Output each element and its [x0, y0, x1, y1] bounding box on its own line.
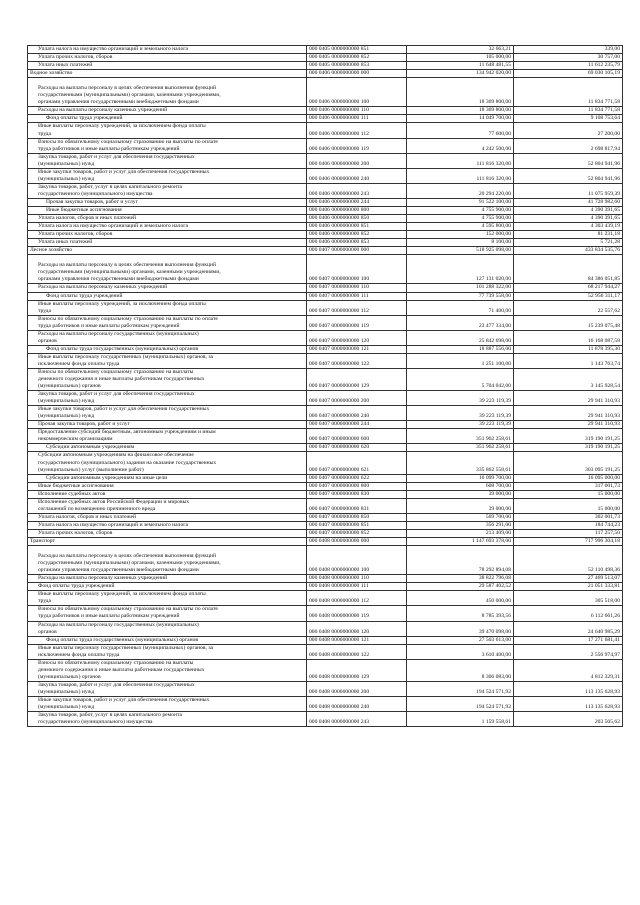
row-code-cell: 000 0406 0000000000 119 — [307, 138, 407, 153]
table-row — [28, 406, 623, 421]
table-body — [28, 46, 623, 727]
row-code-cell: 000 0407 0000000000 620 — [307, 444, 407, 452]
table-row — [28, 538, 623, 546]
row-plan-cell: 356 291,00 — [407, 521, 514, 529]
row-fact-cell: 81 231,18 — [514, 231, 623, 239]
row-fact-cell: 113 135 628,93 — [514, 696, 623, 711]
table-row — [28, 198, 623, 206]
row-plan-cell: 1 159 558,61 — [407, 712, 514, 727]
row-name-cell: Иные закупки товаров, работ и услуг для обеспечения государственных (муниципальных) нужд — [28, 696, 307, 711]
table-row — [28, 292, 623, 300]
row-fact-cell: 16 095 000,00 — [514, 474, 623, 482]
row-name-cell: Закупка товаров, работ и услуг для обеспечения государственных (муниципальных) нужд — [28, 391, 307, 406]
row-code-cell: 000 0407 0000000000 110 — [307, 284, 407, 292]
row-code-cell: 000 0405 0000000000 852 — [307, 54, 407, 62]
row-code-cell: 000 0407 0000000000 240 — [307, 406, 407, 421]
row-plan-cell: 450 000,00 — [407, 591, 514, 606]
row-name-cell: Прочая закупка товаров, работ и услуг — [28, 421, 307, 429]
row-code-cell: 000 0407 0000000000 800 — [307, 482, 407, 490]
table-row — [28, 239, 623, 247]
row-name-cell: Фонд оплаты труда учреждений — [28, 583, 307, 591]
budget-execution-table — [27, 45, 623, 727]
row-code-cell: 000 0408 0000000000 243 — [307, 712, 407, 727]
row-name-cell: Уплата налогов, сборов и иных платежей — [28, 215, 307, 223]
table-row — [28, 168, 623, 183]
row-code-cell: 000 0407 0000000000 111 — [307, 292, 407, 300]
row-code-cell: 000 0406 0000000000 100 — [307, 78, 407, 107]
table-row — [28, 183, 623, 198]
row-code-cell: 000 0407 0000000000 851 — [307, 521, 407, 529]
row-fact-cell: 27 469 513,07 — [514, 575, 623, 583]
table-row — [28, 681, 623, 696]
table-row — [28, 345, 623, 353]
row-name-cell: Расходы на выплаты персоналу казенных учреждений — [28, 284, 307, 292]
row-fact-cell: 2 556 974,97 — [514, 644, 623, 659]
row-name-cell: Расходы на выплаты персоналу в целях обеспечения выполнения функций государственными (муниципальными) органами, казенными учреждениями, органами управления государственными внебюджетными фондами — [28, 255, 307, 284]
row-plan-cell: 18 369 800,00 — [407, 107, 514, 115]
row-code-cell: 000 0407 0000000000 120 — [307, 330, 407, 345]
table-row — [28, 138, 623, 153]
row-name-cell: Фонд оплаты труда государственных (муниципальных) органов — [28, 345, 307, 353]
row-plan-cell: 14 049 700,00 — [407, 115, 514, 123]
row-name-cell: Исполнение судебных актов Российской Федерации и мировых соглашений по возмещению причиненного вреда — [28, 498, 307, 513]
row-name-cell: Закупка товаров, работ, услуг в целях капитального ремонта государственного (муниципального) имущества — [28, 712, 307, 727]
row-plan-cell: 38 822 796,08 — [407, 575, 514, 583]
row-plan-cell: 39 223 119,39 — [407, 421, 514, 429]
row-name-cell: Уплата иных платежей — [28, 239, 307, 247]
row-plan-cell: 25 842 698,00 — [407, 330, 514, 345]
row-code-cell: 000 0406 0000000000 000 — [307, 70, 407, 78]
row-code-cell: 000 0407 0000000000 112 — [307, 300, 407, 315]
table-row — [28, 353, 623, 368]
row-fact-cell: 203 505,62 — [514, 712, 623, 727]
row-plan-cell: 3 610 400,00 — [407, 644, 514, 659]
table-row — [28, 421, 623, 429]
row-fact-cell: 15 000,00 — [514, 490, 623, 498]
row-name-cell: Иные выплаты персоналу государственных (муниципальных) органов, за исключением фонда оплаты труда — [28, 353, 307, 368]
table-row — [28, 247, 623, 255]
row-fact-cell: 717 996 304,18 — [514, 538, 623, 546]
table-row — [28, 391, 623, 406]
row-name-cell: Расходы на выплаты персоналу казенных учреждений — [28, 107, 307, 115]
row-plan-cell: 4 755 900,00 — [407, 215, 514, 223]
table-row — [28, 46, 623, 54]
row-fact-cell: 15 239 075,48 — [514, 315, 623, 330]
row-code-cell: 000 0407 0000000000 621 — [307, 452, 407, 474]
table-row — [28, 429, 623, 444]
row-plan-cell: 194 524 571,92 — [407, 696, 514, 711]
row-plan-cell: 23 477 334,00 — [407, 315, 514, 330]
row-plan-cell: 4 595 800,00 — [407, 223, 514, 231]
row-fact-cell: 2 698 817,94 — [514, 138, 623, 153]
row-code-cell: 000 0407 0000000000 830 — [307, 490, 407, 498]
table-row — [28, 490, 623, 498]
row-code-cell: 000 0407 0000000000 200 — [307, 391, 407, 406]
table-row — [28, 123, 623, 138]
row-fact-cell: 24 640 985,29 — [514, 621, 623, 636]
row-code-cell: 000 0408 0000000000 122 — [307, 644, 407, 659]
row-fact-cell: 11 834 771,58 — [514, 78, 623, 107]
row-name-cell: Расходы на выплаты персоналу государственных (муниципальных) органов — [28, 621, 307, 636]
row-name-cell: Взносы по обязательному социальному страхованию на выплаты по оплате труда работников и иные выплаты работникам учреждений — [28, 315, 307, 330]
row-code-cell: 000 0408 0000000000 000 — [307, 538, 407, 546]
table-row — [28, 546, 623, 575]
row-plan-cell: 152 000,00 — [407, 231, 514, 239]
table-row — [28, 644, 623, 659]
row-name-cell: Взносы по обязательному социальному страхованию на выплаты денежного содержания и иные выплаты работникам государственных (муниципальных) органов — [28, 659, 307, 681]
row-plan-cell: 127 131 020,00 — [407, 255, 514, 284]
row-name-cell: Иные выплаты персоналу учреждений, за исключением фонда оплаты труда — [28, 300, 307, 315]
row-name-cell: Взносы по обязательному социальному страхованию на выплаты по оплате труда работников и иные выплаты работникам учреждений — [28, 138, 307, 153]
row-plan-cell: 134 942 020,00 — [407, 70, 514, 78]
row-plan-cell: 77 739 558,00 — [407, 292, 514, 300]
row-code-cell: 000 0407 0000000000 244 — [307, 421, 407, 429]
row-code-cell: 000 0407 0000000000 831 — [307, 498, 407, 513]
row-name-cell: Транспорт — [28, 538, 307, 546]
row-fact-cell: 21 051 333,81 — [514, 583, 623, 591]
row-name-cell: Расходы на выплаты персоналу государственных (муниципальных) органов — [28, 330, 307, 345]
row-code-cell: 000 0407 0000000000 119 — [307, 315, 407, 330]
row-name-cell: Иные выплаты персоналу государственных (муниципальных) органов, за исключением фонда оплаты труда — [28, 644, 307, 659]
row-fact-cell: 3 145 928,54 — [514, 368, 623, 390]
row-plan-cell: 111 816 320,00 — [407, 153, 514, 168]
row-fact-cell: 41 728 982,60 — [514, 198, 623, 206]
row-code-cell: 000 0408 0000000000 240 — [307, 696, 407, 711]
row-plan-cell: 78 292 894,08 — [407, 546, 514, 575]
row-name-cell: Лесное хозяйство — [28, 247, 307, 255]
row-code-cell: 000 0408 0000000000 129 — [307, 659, 407, 681]
row-fact-cell: 52 956 311,17 — [514, 292, 623, 300]
row-name-cell: Предоставление субсидий бюджетным, автономным учреждениям и иным некоммерческим организациям — [28, 429, 307, 444]
row-plan-cell: 213 409,00 — [407, 529, 514, 537]
row-code-cell: 000 0406 0000000000 800 — [307, 206, 407, 214]
table-row — [28, 315, 623, 330]
table-row — [28, 62, 623, 70]
row-code-cell: 000 0406 0000000000 112 — [307, 123, 407, 138]
row-code-cell: 000 0405 0000000000 851 — [307, 46, 407, 54]
row-fact-cell: 22 557,62 — [514, 300, 623, 315]
row-plan-cell: 608 700,00 — [407, 482, 514, 490]
table-row — [28, 300, 623, 315]
row-plan-cell: 8 306 083,00 — [407, 659, 514, 681]
row-code-cell: 000 0408 0000000000 121 — [307, 636, 407, 644]
row-name-cell: Уплата налога на имущество организаций и земельного налога — [28, 223, 307, 231]
row-name-cell: Расходы на выплаты персоналу в целях обеспечения выполнения функций государственными (муниципальными) органами, казенными учреждениями, органами управления государственными внебюджетными фондами — [28, 78, 307, 107]
row-fact-cell: 5 721,28 — [514, 239, 623, 247]
row-plan-cell: 39 000,00 — [407, 490, 514, 498]
row-name-cell: Фонд оплаты труда учреждений — [28, 292, 307, 300]
table-row — [28, 215, 623, 223]
row-code-cell: 000 0406 0000000000 240 — [307, 168, 407, 183]
row-fact-cell: 319 190 191,25 — [514, 429, 623, 444]
row-code-cell: 000 0408 0000000000 120 — [307, 621, 407, 636]
table-row — [28, 255, 623, 284]
row-fact-cell: 302 001,73 — [514, 513, 623, 521]
row-fact-cell: 84 386 051,85 — [514, 255, 623, 284]
row-fact-cell: 11 612 235,79 — [514, 62, 623, 70]
row-name-cell: Уплата налога на имущество организаций и земельного налога — [28, 46, 307, 54]
table-row — [28, 712, 623, 727]
row-plan-cell: 18 887 556,00 — [407, 345, 514, 353]
row-name-cell: Уплата налогов, сборов и иных платежей — [28, 513, 307, 521]
row-code-cell: 000 0408 0000000000 111 — [307, 583, 407, 591]
row-name-cell: Иные бюджетные ассигнования — [28, 482, 307, 490]
row-code-cell: 000 0406 0000000000 200 — [307, 153, 407, 168]
row-plan-cell: 32 663,21 — [407, 46, 514, 54]
row-code-cell: 000 0407 0000000000 122 — [307, 353, 407, 368]
table-row — [28, 482, 623, 490]
row-code-cell: 000 0406 0000000000 853 — [307, 239, 407, 247]
row-fact-cell: 4 303 439,19 — [514, 223, 623, 231]
row-name-cell: Взносы по обязательному социальному страхованию на выплаты денежного содержания и иные выплаты работникам государственных (муниципальных) органов — [28, 368, 307, 390]
row-fact-cell: 29 941 310,93 — [514, 421, 623, 429]
row-plan-cell: 8 785 393,56 — [407, 606, 514, 621]
row-plan-cell: 39 223 119,39 — [407, 391, 514, 406]
row-plan-cell: 4 755 900,00 — [407, 206, 514, 214]
row-fact-cell: 29 941 310,93 — [514, 391, 623, 406]
row-code-cell: 000 0406 0000000000 110 — [307, 107, 407, 115]
row-name-cell: Закупка товаров, работ, услуг в целях капитального ремонта государственного (муниципального) имущества — [28, 183, 307, 198]
row-fact-cell: 4 812 329,31 — [514, 659, 623, 681]
row-plan-cell: 1 147 693 378,00 — [407, 538, 514, 546]
row-code-cell: 000 0407 0000000000 100 — [307, 255, 407, 284]
row-name-cell: Иные бюджетные ассигнования — [28, 206, 307, 214]
row-code-cell: 000 0407 0000000000 600 — [307, 429, 407, 444]
row-name-cell: Иные закупки товаров, работ и услуг для обеспечения государственных (муниципальных) нужд — [28, 406, 307, 421]
table-row — [28, 583, 623, 591]
row-name-cell: Водное хозяйство — [28, 70, 307, 78]
table-row — [28, 330, 623, 345]
table-row — [28, 529, 623, 537]
row-plan-cell: 1 251 100,00 — [407, 353, 514, 368]
row-plan-cell: 29 587 402,52 — [407, 583, 514, 591]
table-row — [28, 115, 623, 123]
row-code-cell: 000 0407 0000000000 622 — [307, 474, 407, 482]
row-plan-cell: 194 524 571,92 — [407, 681, 514, 696]
row-fact-cell: 433 834 535,76 — [514, 247, 623, 255]
row-plan-cell: 8 100,00 — [407, 239, 514, 247]
row-plan-cell: 71 400,00 — [407, 300, 514, 315]
row-fact-cell: 11 075 959,39 — [514, 183, 623, 198]
row-plan-cell: 27 503 613,00 — [407, 636, 514, 644]
row-name-cell: Уплата прочих налогов, сборов — [28, 231, 307, 239]
row-name-cell: Взносы по обязательному социальному страхованию на выплаты по оплате труда работников и иные выплаты работникам учреждений — [28, 606, 307, 621]
row-fact-cell: 6 112 661,26 — [514, 606, 623, 621]
table-row — [28, 223, 623, 231]
row-code-cell: 000 0407 0000000000 850 — [307, 513, 407, 521]
table-row — [28, 368, 623, 390]
row-name-cell: Субсидии автономным учреждениям — [28, 444, 307, 452]
row-fact-cell: 113 135 628,93 — [514, 681, 623, 696]
table-row — [28, 54, 623, 62]
table-row — [28, 659, 623, 681]
row-fact-cell: 69 030 105,19 — [514, 70, 623, 78]
table-row — [28, 498, 623, 513]
row-name-cell: Уплата налога на имущество организаций и земельного налога — [28, 521, 307, 529]
row-fact-cell: 17 271 681,41 — [514, 636, 623, 644]
row-plan-cell: 351 962 258,61 — [407, 444, 514, 452]
row-code-cell: 000 0408 0000000000 119 — [307, 606, 407, 621]
row-plan-cell: 20 294 220,00 — [407, 183, 514, 198]
row-code-cell: 000 0406 0000000000 243 — [307, 183, 407, 198]
row-fact-cell: 305 518,00 — [514, 591, 623, 606]
row-code-cell: 000 0407 0000000000 129 — [307, 368, 407, 390]
row-code-cell: 000 0406 0000000000 244 — [307, 198, 407, 206]
row-plan-cell: 351 962 258,61 — [407, 429, 514, 444]
row-plan-cell: 77 600,00 — [407, 123, 514, 138]
table-row — [28, 78, 623, 107]
row-name-cell: Расходы на выплаты персоналу казенных учреждений — [28, 575, 307, 583]
table-row — [28, 474, 623, 482]
row-fact-cell: 68 217 944,27 — [514, 284, 623, 292]
row-name-cell: Субсидии автономным учреждениям на иные цели — [28, 474, 307, 482]
row-plan-cell: 39 470 098,00 — [407, 621, 514, 636]
row-plan-cell: 16 099 700,00 — [407, 474, 514, 482]
row-name-cell: Иные закупки товаров, работ и услуг для обеспечения государственных (муниципальных) нужд — [28, 168, 307, 183]
row-fact-cell: 9 108 753,64 — [514, 115, 623, 123]
row-code-cell: 000 0408 0000000000 100 — [307, 546, 407, 575]
table-row — [28, 606, 623, 621]
row-fact-cell: 27 200,00 — [514, 123, 623, 138]
row-fact-cell: 15 000,00 — [514, 498, 623, 513]
row-plan-cell: 4 242 500,00 — [407, 138, 514, 153]
row-code-cell: 000 0408 0000000000 110 — [307, 575, 407, 583]
row-name-cell: Иные выплаты персоналу учреждений, за исключением фонда оплаты труда — [28, 591, 307, 606]
row-fact-cell: 339,00 — [514, 46, 623, 54]
row-plan-cell: 11 648 481,55 — [407, 62, 514, 70]
row-fact-cell: 52 110 498,36 — [514, 546, 623, 575]
row-fact-cell: 11 878 395,30 — [514, 345, 623, 353]
row-fact-cell: 4 390 391,65 — [514, 206, 623, 214]
row-name-cell: Уплата прочих налогов, сборов — [28, 54, 307, 62]
table-row — [28, 70, 623, 78]
row-code-cell: 000 0408 0000000000 200 — [307, 681, 407, 696]
row-plan-cell: 518 925 098,00 — [407, 247, 514, 255]
row-code-cell: 000 0407 0000000000 852 — [307, 529, 407, 537]
table-row — [28, 513, 623, 521]
row-code-cell: 000 0405 0000000000 853 — [307, 62, 407, 70]
row-plan-cell: 105 000,00 — [407, 54, 514, 62]
table-row — [28, 107, 623, 115]
row-code-cell: 000 0406 0000000000 850 — [307, 215, 407, 223]
table-row — [28, 284, 623, 292]
row-plan-cell: 101 288 322,00 — [407, 284, 514, 292]
table-row — [28, 521, 623, 529]
row-name-cell: Исполнение судебных актов — [28, 490, 307, 498]
table-row — [28, 636, 623, 644]
row-plan-cell: 569 700,00 — [407, 513, 514, 521]
row-code-cell: 000 0407 0000000000 000 — [307, 247, 407, 255]
table-row — [28, 696, 623, 711]
row-name-cell: Субсидии автономным учреждениям на финансовое обеспечение государственного (муниципального) задания на оказание государственных (муниципальных) услуг (выполнение работ) — [28, 452, 307, 474]
table-row — [28, 591, 623, 606]
row-name-cell: Закупка товаров, работ и услуг для обеспечения государственных (муниципальных) нужд — [28, 153, 307, 168]
row-fact-cell: 184 744,23 — [514, 521, 623, 529]
row-fact-cell: 52 804 941,96 — [514, 168, 623, 183]
row-name-cell: Прочая закупка товаров, работ и услуг — [28, 198, 307, 206]
row-code-cell: 000 0406 0000000000 852 — [307, 231, 407, 239]
row-plan-cell: 39 000,00 — [407, 498, 514, 513]
row-plan-cell: 91 522 100,00 — [407, 198, 514, 206]
row-fact-cell: 4 390 391,65 — [514, 215, 623, 223]
row-fact-cell: 303 095 191,25 — [514, 452, 623, 474]
table-row — [28, 444, 623, 452]
row-plan-cell: 111 816 320,00 — [407, 168, 514, 183]
table-row — [28, 452, 623, 474]
row-code-cell: 000 0408 0000000000 112 — [307, 591, 407, 606]
row-name-cell: Уплата иных платежей — [28, 62, 307, 70]
row-plan-cell: 39 223 119,39 — [407, 406, 514, 421]
row-plan-cell: 18 369 800,00 — [407, 78, 514, 107]
row-fact-cell: 317 001,73 — [514, 482, 623, 490]
row-fact-cell: 30 757,00 — [514, 54, 623, 62]
row-code-cell: 000 0407 0000000000 121 — [307, 345, 407, 353]
table-row — [28, 206, 623, 214]
table-row — [28, 621, 623, 636]
row-name-cell: Фонд оплаты труда учреждений — [28, 115, 307, 123]
row-name-cell: Расходы на выплаты персоналу в целях обеспечения выполнения функций государственными (муниципальными) органами, казенными учреждениями, органами управления государственными внебюджетными фондами — [28, 546, 307, 575]
row-name-cell: Закупка товаров, работ и услуг для обеспечения государственных (муниципальных) нужд — [28, 681, 307, 696]
row-fact-cell: 52 804 941,96 — [514, 153, 623, 168]
row-plan-cell: 5 704 042,00 — [407, 368, 514, 390]
row-name-cell: Иные выплаты персоналу учреждений, за исключением фонда оплаты труда — [28, 123, 307, 138]
row-fact-cell: 11 834 771,58 — [514, 107, 623, 115]
row-fact-cell: 16 168 087,58 — [514, 330, 623, 345]
row-fact-cell: 29 941 310,93 — [514, 406, 623, 421]
table-row — [28, 575, 623, 583]
table-row — [28, 153, 623, 168]
table-row — [28, 231, 623, 239]
row-name-cell: Уплата прочих налогов, сборов — [28, 529, 307, 537]
row-fact-cell: 1 143 763,74 — [514, 353, 623, 368]
row-code-cell: 000 0406 0000000000 111 — [307, 115, 407, 123]
row-name-cell: Фонд оплаты труда государственных (муниципальных) органов — [28, 636, 307, 644]
row-fact-cell: 117 257,50 — [514, 529, 623, 537]
row-plan-cell: 335 862 558,61 — [407, 452, 514, 474]
row-fact-cell: 319 190 191,25 — [514, 444, 623, 452]
row-code-cell: 000 0406 0000000000 851 — [307, 223, 407, 231]
